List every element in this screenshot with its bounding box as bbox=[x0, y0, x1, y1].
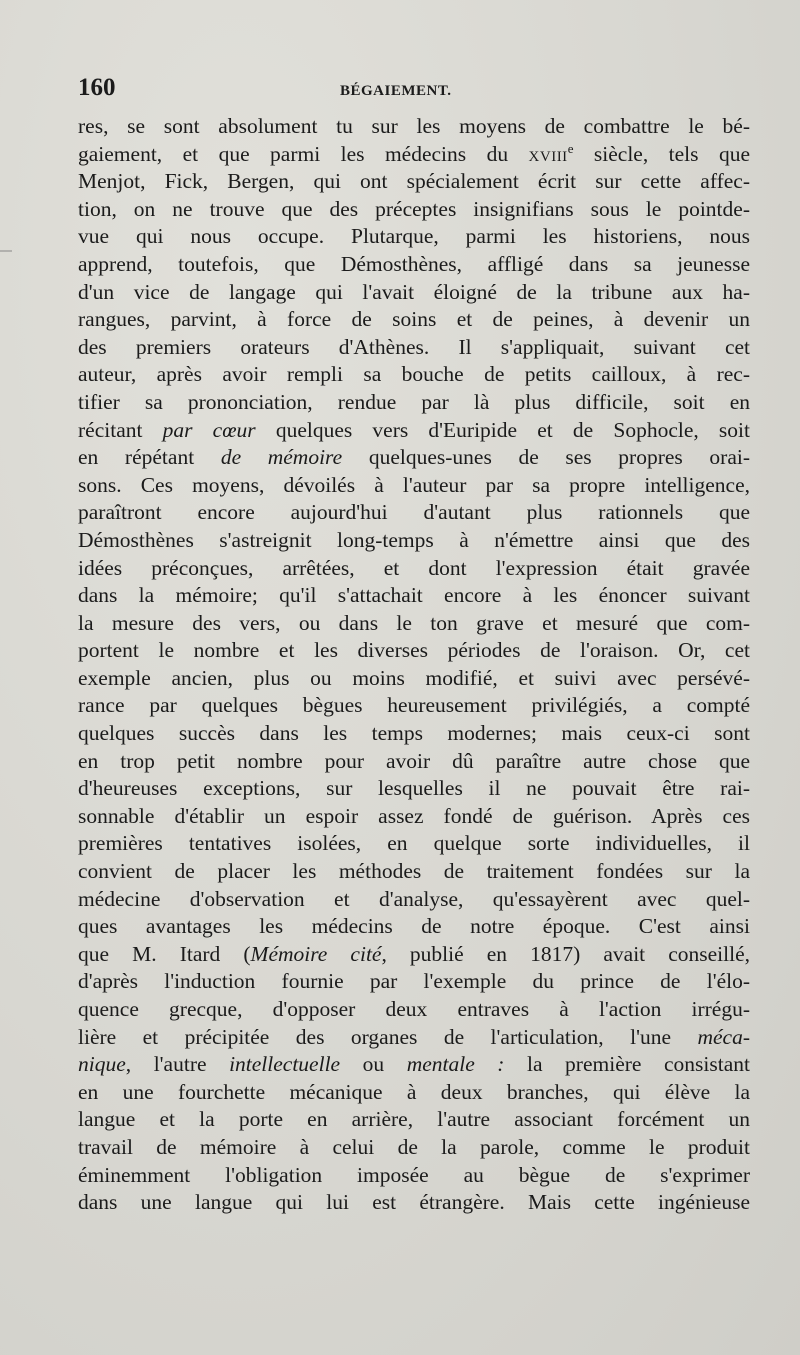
text-line bbox=[78, 499, 750, 527]
text-segment: en trop petit nombre pour avoir dû paraître autre chose que bbox=[78, 748, 750, 773]
text-segment: idées préconçues, arrêtées, et dont l'expression était gravée bbox=[78, 555, 750, 580]
text-segment: premières tentatives isolées, en quelque sorte individuelles, il bbox=[78, 831, 750, 856]
text-segment: ou bbox=[340, 1052, 407, 1077]
text-line bbox=[78, 279, 750, 307]
text-segment: récitant bbox=[78, 417, 163, 442]
text-segment: travail de mémoire à celui de la parole, comme le produit bbox=[78, 1134, 750, 1159]
text-line bbox=[78, 968, 750, 996]
text-segment: , publié en 1817) avait conseillé, bbox=[381, 941, 750, 966]
page-number: 160 bbox=[78, 74, 116, 101]
text-line bbox=[78, 389, 750, 417]
text-segment: en répétant bbox=[78, 445, 221, 470]
text-line bbox=[78, 527, 750, 555]
text-line bbox=[78, 886, 750, 914]
text-line bbox=[78, 223, 750, 251]
text-line bbox=[78, 361, 750, 389]
italic-text: intellectuelle bbox=[229, 1052, 341, 1077]
text-segment: quelques succès dans les temps modernes; mais ceux-ci sont bbox=[78, 721, 750, 746]
superscript: e bbox=[567, 140, 574, 156]
italic-text: méca- bbox=[697, 1024, 750, 1049]
text-line bbox=[78, 1051, 750, 1079]
text-line bbox=[78, 113, 750, 141]
text-line bbox=[78, 830, 750, 858]
text-segment: rangues, parvint, à force de soins et de peines, à devenir un bbox=[78, 307, 750, 332]
text-segment: lière et précipitée des organes de l'articulation, l'une bbox=[78, 1024, 698, 1049]
text-segment: rance par quelques bègues heureusement privilégiés, a compté bbox=[78, 693, 750, 718]
text-line bbox=[78, 692, 750, 720]
text-line bbox=[78, 610, 750, 638]
text-segment: quelques vers d'Euripide et de Sophocle, soit bbox=[255, 417, 750, 442]
text-line bbox=[78, 941, 750, 969]
text-segment: portent le nombre et les diverses périodes de l'oraison. Or, cet bbox=[78, 638, 750, 663]
text-segment: la mesure des vers, ou dans le ton grave et mesuré que com- bbox=[78, 610, 750, 635]
text-segment: Démosthènes s'astreignit long-temps à n'émettre ainsi que des bbox=[78, 527, 750, 552]
text-segment: paraîtront encore aujourd'hui d'autant plus rationnels que bbox=[78, 500, 750, 525]
text-line bbox=[78, 996, 750, 1024]
text-segment: XVIII bbox=[528, 148, 568, 165]
text-segment: langue et la porte en arrière, l'autre associant forcément un bbox=[78, 1107, 750, 1132]
text-segment: quence grecque, d'opposer deux entraves à l'action irrégu- bbox=[78, 997, 750, 1021]
text-segment: d'après l'induction fournie par l'exemple du prince de l'élo- bbox=[78, 969, 750, 994]
text-segment: éminemment l'obligation imposée au bègue de s'exprimer bbox=[78, 1162, 750, 1187]
text-segment: ques avantages les médecins de notre époque. C'est ainsi bbox=[78, 914, 750, 939]
italic-text: mentale : bbox=[406, 1052, 505, 1077]
text-line bbox=[78, 720, 750, 748]
text-line bbox=[78, 417, 750, 445]
text-segment: médecine d'observation et d'analyse, qu'essayèrent avec quel- bbox=[78, 886, 750, 911]
text-line bbox=[78, 334, 750, 362]
text-line bbox=[78, 803, 750, 831]
text-line bbox=[78, 1162, 750, 1190]
text-line bbox=[78, 858, 750, 886]
text-line bbox=[78, 444, 750, 472]
text-segment: , l'autre bbox=[125, 1052, 230, 1077]
text-line bbox=[78, 1106, 750, 1134]
text-line bbox=[78, 582, 750, 610]
text-segment: auteur, après avoir rempli sa bouche de petits cailloux, à rec- bbox=[78, 362, 750, 387]
italic-text: Mémoire cité bbox=[250, 941, 382, 966]
page-header bbox=[78, 74, 750, 108]
text-segment: dans la mémoire; qu'il s'attachait encore à les énoncer suivant bbox=[78, 583, 750, 608]
text-segment: des premiers orateurs d'Athènes. Il s'appliquait, suivant cet bbox=[78, 334, 750, 359]
italic-text: de mémoire bbox=[220, 445, 343, 470]
text-segment: tifier sa prononciation, rendue par là plus difficile, soit en bbox=[78, 389, 750, 414]
text-line bbox=[78, 913, 750, 941]
text-line bbox=[78, 555, 750, 583]
text-segment: que M. Itard ( bbox=[78, 941, 251, 966]
text-segment: siècle, tels que bbox=[573, 141, 750, 166]
text-segment: sonnable d'établir un espoir assez fondé de guérison. Après ces bbox=[78, 803, 750, 828]
text-line bbox=[78, 1189, 750, 1217]
text-segment: la première consistant bbox=[504, 1052, 750, 1077]
text-segment: sons. Ces moyens, dévoilés à l'auteur par sa propre intelligence, bbox=[78, 472, 750, 497]
text-segment: Menjot, Fick, Bergen, qui ont spécialement écrit sur cette affec- bbox=[78, 169, 750, 194]
text-line bbox=[78, 1024, 750, 1052]
italic-text: par cœur bbox=[162, 417, 256, 442]
text-segment: d'heureuses exceptions, sur lesquelles il ne pouvait être rai- bbox=[78, 776, 750, 801]
text-segment: gaiement, et que parmi les médecins du bbox=[78, 141, 529, 166]
text-segment: res, se sont absolument tu sur les moyens de combattre le bé- bbox=[78, 114, 750, 138]
text-line bbox=[78, 665, 750, 693]
text-line bbox=[78, 775, 750, 803]
italic-text: nique bbox=[78, 1052, 126, 1077]
text-segment: convient de placer les méthodes de traitement fondées sur la bbox=[78, 859, 750, 884]
text-line bbox=[78, 251, 750, 279]
text-segment: vue qui nous occupe. Plutarque, parmi les historiens, nous bbox=[78, 224, 750, 249]
text-segment: dans une langue qui lui est étrangère. Mais cette ingénieuse bbox=[78, 1190, 750, 1215]
text-line bbox=[78, 748, 750, 776]
text-segment: exemple ancien, plus ou moins modifié, et suivi avec persévé- bbox=[78, 665, 750, 690]
text-segment: d'un vice de langage qui l'avait éloigné de la tribune aux ha- bbox=[78, 279, 750, 304]
running-head: BÉGAIEMENT. bbox=[340, 83, 452, 99]
text-segment: en une fourchette mécanique à deux branches, qui élève la bbox=[78, 1079, 750, 1104]
text-line bbox=[78, 141, 750, 169]
text-segment: quelques-unes de ses propres orai- bbox=[342, 445, 750, 470]
text-line bbox=[78, 637, 750, 665]
body-text bbox=[78, 113, 750, 1217]
text-line bbox=[78, 1134, 750, 1162]
text-line bbox=[78, 1079, 750, 1107]
text-line bbox=[78, 306, 750, 334]
text-segment: apprend, toutefois, que Démosthènes, affligé dans sa jeunesse bbox=[78, 251, 750, 276]
text-line bbox=[78, 472, 750, 500]
text-line bbox=[78, 168, 750, 196]
text-segment: tion, on ne trouve que des préceptes insignifians sous le pointde- bbox=[78, 196, 750, 221]
text-line bbox=[78, 196, 750, 224]
